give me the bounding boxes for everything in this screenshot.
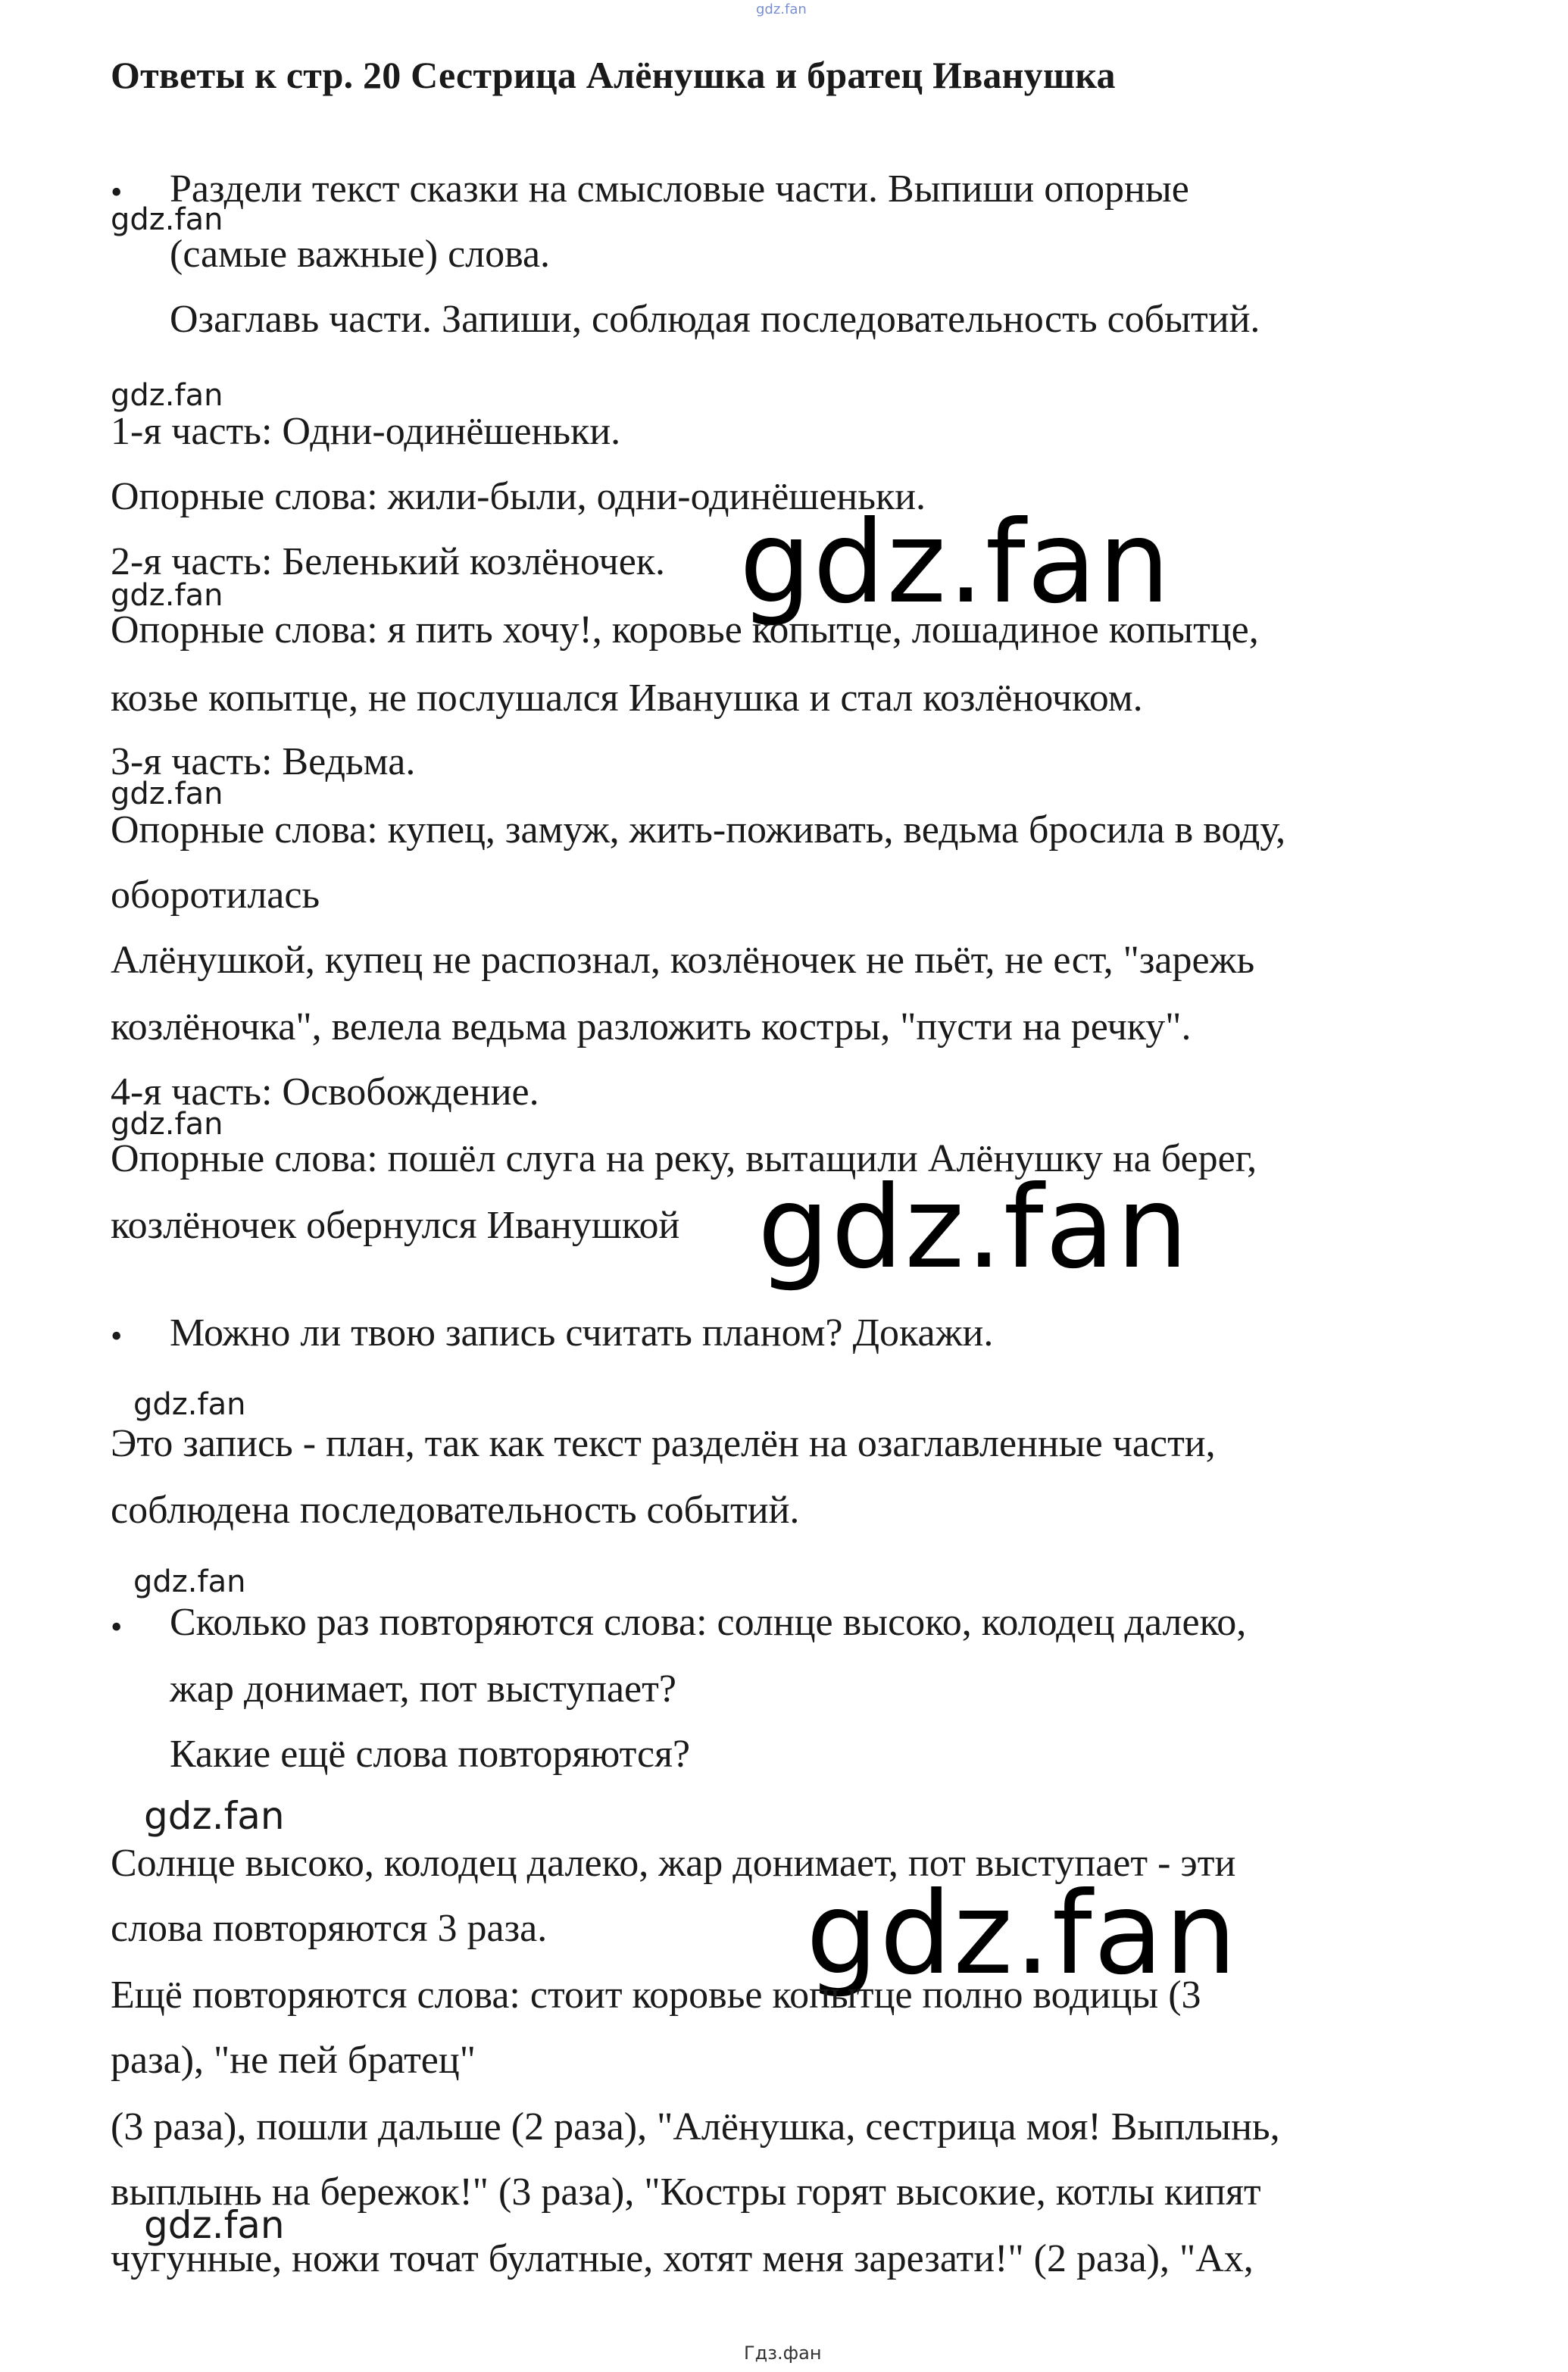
answer3-line7: чугунные, ножи точат булатные, хотят меня зарезати!" (2 раза), "Ах, <box>111 2237 1254 2280</box>
answer1-line5: козье копытце, не послушался Иванушка и стал козлёночком. <box>111 677 1143 720</box>
bullet-icon: • <box>111 1608 123 1645</box>
answer1-line10: козлёночка", велела ведьма разложить костры, "пусти на речку". <box>111 1005 1192 1048</box>
answer3-line5: (3 раза), пошли дальше (2 раза), "Алёнушка, сестрица моя! Выплынь, <box>111 2105 1280 2149</box>
footer-watermark: Гдз.фан <box>744 2342 822 2364</box>
watermark-small: gdz.fan <box>144 2203 285 2247</box>
answer1-line9: Алёнушкой, купец не распознал, козлёночек не пьёт, не ест, "зарежь <box>111 939 1255 982</box>
bullet-icon: • <box>111 173 123 211</box>
task3-line2: жар донимает, пот выступает? <box>170 1667 676 1711</box>
watermark-big: gdz.fan <box>806 1868 1238 2000</box>
watermark-big: gdz.fan <box>739 497 1172 629</box>
task1-line3: Озаглавь части. Запиши, соблюдая последовательность событий. <box>170 298 1260 341</box>
task3-line1: Сколько раз повторяются слова: солнце высоко, колодец далеко, <box>170 1601 1247 1644</box>
watermark-big: gdz.fan <box>757 1162 1190 1294</box>
answer1-line3: 2-я часть: Беленький козлёночек. <box>111 540 666 583</box>
task3-line3: Какие ещё слова повторяются? <box>170 1733 691 1776</box>
watermark-small: gdz.fan <box>111 378 223 413</box>
answer1-line1: 1-я часть: Одни-одинёшеньки. <box>111 410 621 453</box>
watermark-small: gdz.fan <box>133 1387 246 1422</box>
watermark-small: gdz.fan <box>111 777 223 811</box>
answer1-line4: Опорные слова: я пить хочу!, коровье копытце, лошадиное копытце, <box>111 608 1259 652</box>
watermark-small: gdz.fan <box>111 202 223 237</box>
answer1-line12: Опорные слова: пошёл слуга на реку, вытащили Алёнушку на берег, <box>111 1137 1257 1180</box>
answer2-line2: соблюдена последовательность событий. <box>111 1489 800 1532</box>
answer1-line7: Опорные слова: купец, замуж, жить-поживать, ведьма бросила в воду, <box>111 808 1286 852</box>
answer3-line3: Ещё повторяются слова: стоит коровье копытце полно водицы (3 <box>111 1974 1201 2017</box>
task2-line1: Можно ли твою запись считать планом? Докажи. <box>170 1311 994 1355</box>
page-title: Ответы к стр. 20 Сестрица Алёнушка и братец Иванушка <box>111 54 1116 96</box>
answer3-line2: слова повторяются 3 раза. <box>111 1907 548 1950</box>
answer3-line4: раза), "не пей братец" <box>111 2039 476 2082</box>
top-watermark: gdz.fan <box>756 2 807 17</box>
answer2-line1: Это запись - план, так как текст разделён на озаглавленные части, <box>111 1422 1216 1465</box>
bullet-icon: • <box>111 1317 123 1355</box>
answer1-line6: 3-я часть: Ведьма. <box>111 740 416 783</box>
answer1-line13: козлёночек обернулся Иванушкой <box>111 1204 680 1247</box>
task1-line2: (самые важные) слова. <box>170 233 551 276</box>
answer1-line8: оборотилась <box>111 873 320 917</box>
answer3-line6: выплынь на бережок!" (3 раза), "Костры горят высокие, котлы кипят <box>111 2170 1261 2214</box>
watermark-small: gdz.fan <box>111 578 223 613</box>
watermark-small: gdz.fan <box>144 1794 285 1838</box>
watermark-small: gdz.fan <box>111 1107 223 1142</box>
answer3-line1: Солнце высоко, колодец далеко, жар донимает, пот выступает - эти <box>111 1842 1236 1885</box>
watermark-small: gdz.fan <box>133 1564 246 1599</box>
answer1-line2: Опорные слова: жили-были, одни-одинёшеньки. <box>111 475 926 518</box>
answer1-line11: 4-я часть: Освобождение. <box>111 1070 539 1114</box>
task1-line1: Раздели текст сказки на смысловые части. Выпиши опорные <box>170 167 1189 211</box>
